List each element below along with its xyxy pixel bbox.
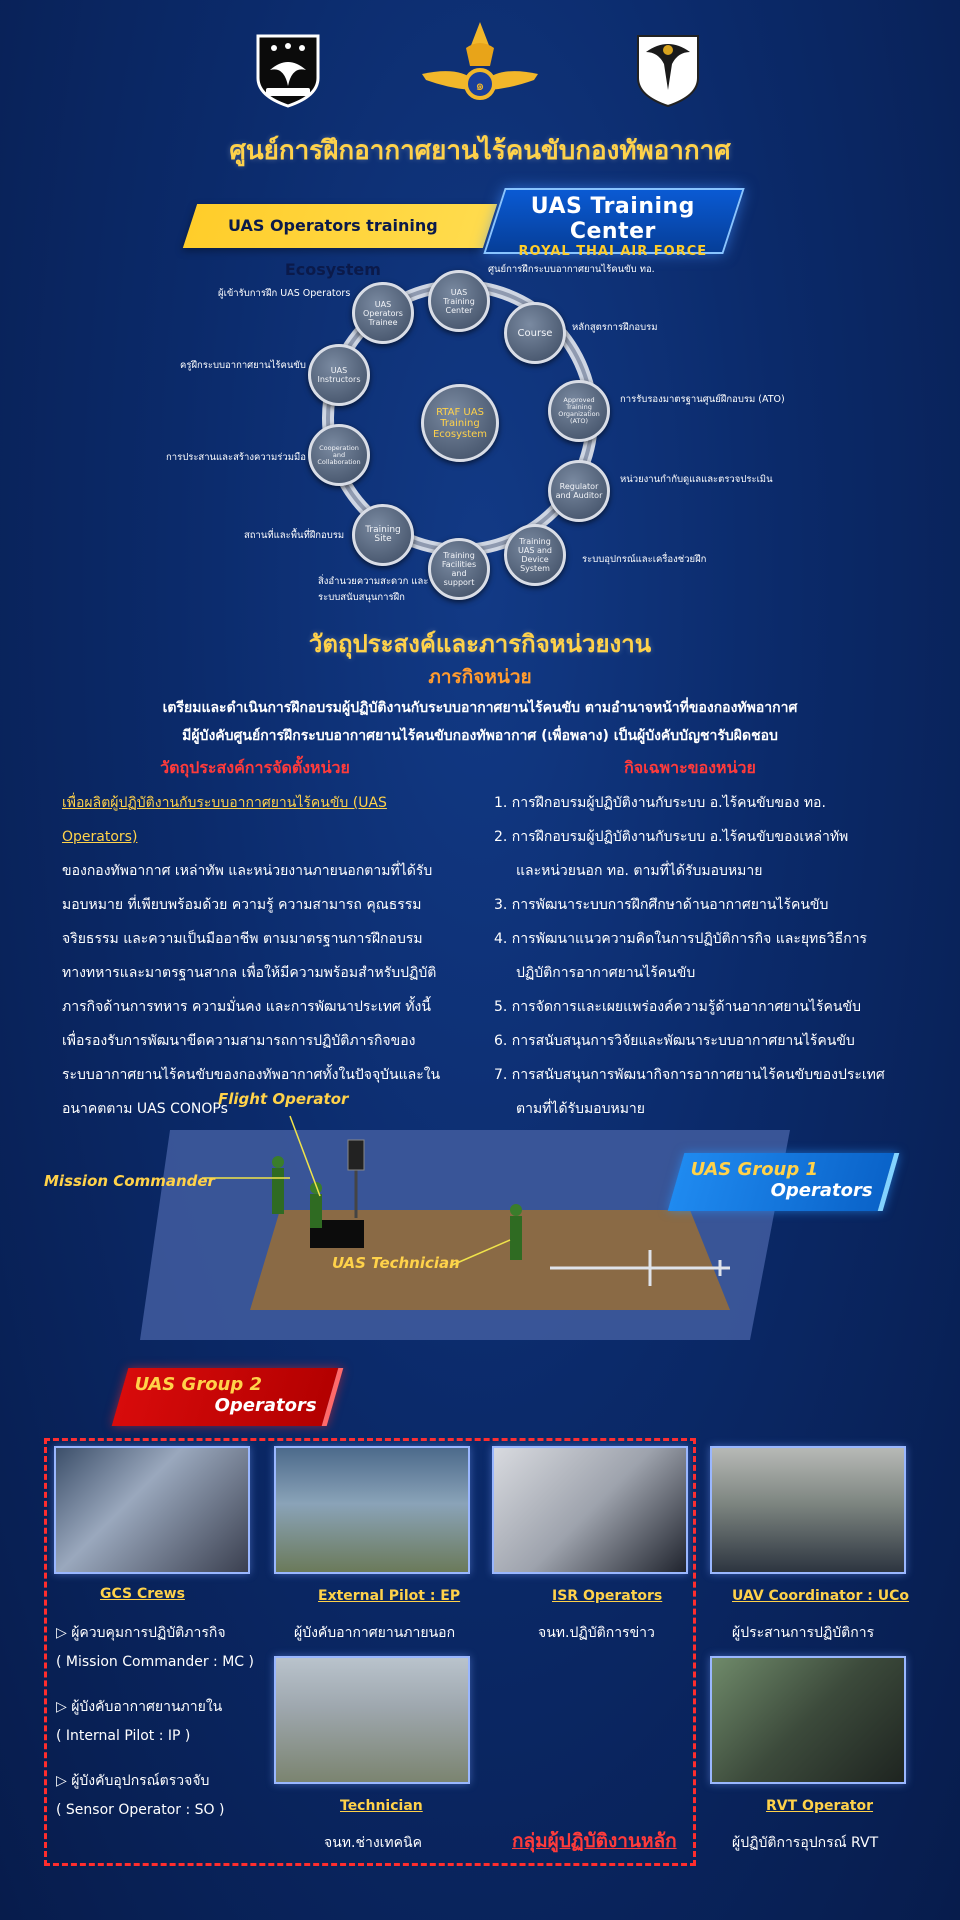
tech-subtitle: จนท.ช่างเทคนิค (324, 1835, 422, 1851)
gcs-item: ( Sensor Operator : SO ) (56, 1802, 225, 1818)
air-force-subtitle: ROYAL THAI AIR FORCE (518, 244, 708, 259)
rvt-subtitle: ผู้ปฏิบัติการอุปกรณ์ RVT (732, 1835, 879, 1851)
rvt-photo (710, 1656, 906, 1784)
ecosystem-center-node: RTAF UAS Training Ecosystem (421, 384, 499, 462)
task-line: 2. การฝึกอบรมผู้ปฏิบัติงานกับระบบ อ.ไร้คนขับของเหล่าทัพ (494, 829, 849, 845)
gcs-item: ( Internal Pilot : IP ) (56, 1728, 191, 1744)
node-training-uas: Training UAS and Device System (504, 524, 566, 586)
isr-subtitle: จนท.ปฏิบัติการข่าว (538, 1625, 655, 1641)
label-cooperation: การประสานและสร้างความร่วมมือ (166, 452, 306, 463)
objective-line: ระบบอากาศยานไร้คนขับของกองทัพอากาศทั้งในปัจจุบันและใน (62, 1067, 441, 1083)
task-line: 6. การสนับสนุนการวิจัยและพัฒนาระบบอากาศยานไร้คนขับ (494, 1033, 855, 1049)
objective-line: เพื่อผลิตผู้ปฏิบัติงานกับระบบอากาศยานไร้คนขับ (UAS Operators) (62, 795, 387, 845)
ep-title: External Pilot : EP (318, 1588, 461, 1604)
task-line: 1. การฝึกอบรมผู้ปฏิบัติงานกับระบบ อ.ไร้คนขับของ ทอ. (494, 795, 826, 811)
tasks-body (494, 786, 914, 1126)
label-training-uas: ระบบอุปกรณ์และเครื่องช่วยฝึก (582, 554, 707, 565)
gcs-item: ▷ ผู้บังคับอุปกรณ์ตรวจจับ (56, 1773, 210, 1789)
label-training-center: ศูนย์การฝึกระบบอากาศยานไร้คนขับ ทอ. (488, 264, 655, 275)
node-instructors: UAS Instructors (308, 344, 370, 406)
left-emblem (252, 30, 324, 108)
tech-photo (274, 1656, 470, 1784)
label-course: หลักสูตรการฝึกอบรม (572, 322, 658, 333)
group2-subtitle: Operators (214, 1395, 317, 1416)
node-training-center: UAS Training Center (428, 270, 490, 332)
task-line: และหน่วยนอก ทอ. ตามที่ได้รับมอบหมาย (516, 863, 763, 879)
mission-line-1: เตรียมและดำเนินการฝึกอบรมผู้ปฏิบัติงานกับระบบอากาศยานไร้คนขับ ตามอำนาจหน้าที่ของกองทัพอากาศ (162, 700, 798, 716)
group1-banner (668, 1153, 900, 1211)
objective-line: ทางทหารและมาตรฐานสากล เพื่อให้มีความพร้อมสำหรับปฏิบัติ (62, 965, 437, 981)
gcs-item: ▷ ผู้ควบคุมการปฏิบัติภารกิจ (56, 1625, 226, 1641)
uco-title: UAV Coordinator : UCo (732, 1588, 910, 1604)
task-line: 3. การพัฒนาระบบการฝึกศึกษาด้านอากาศยานไร้คนขับ (494, 897, 829, 913)
node-regulator: Regulator and Auditor (548, 460, 610, 522)
flight-operator-label: Flight Operator (218, 1090, 349, 1108)
center-emblem (418, 18, 542, 112)
ep-subtitle: ผู้บังคับอากาศยานภายนอก (294, 1625, 456, 1641)
node-course: Course (504, 302, 566, 364)
main-group-label: กลุ่มผู้ปฏิบัติงานหลัก (512, 1830, 677, 1852)
group2-banner (112, 1368, 344, 1426)
uco-photo (710, 1446, 906, 1574)
task-line: ปฏิบัติการอากาศยานไร้คนขับ (516, 965, 696, 981)
svg-text:๑: ๑ (475, 78, 485, 94)
gcs-item: ( Mission Commander : MC ) (56, 1654, 254, 1670)
label-regulator: หน่วยงานกำกับดูแลและตรวจประเมิน (620, 474, 773, 485)
gcs-item: ▷ ผู้บังคับอากาศยานภายใน (56, 1699, 223, 1715)
node-facilities: Training Facilities and support (428, 538, 490, 600)
label-trainee: ผู้เข้ารับการฝึก UAS Operators (218, 288, 351, 299)
ecosystem-banner-label: UAS Operators training Ecosystem (227, 216, 438, 279)
eagle-shield-icon (252, 30, 324, 108)
task-line: 4. การพัฒนาแนวความคิดในการปฏิบัติการกิจ และยุทธวิธีการ (494, 931, 868, 947)
label-training-site: สถานที่และพื้นที่ฝึกอบรม (244, 530, 345, 541)
group1-title: UAS Group 1 (690, 1159, 819, 1180)
group1-scene (130, 1100, 810, 1360)
label-instructors: ครูฝึกระบบอากาศยานไร้คนขับ (180, 360, 306, 371)
uas-technician-label: UAS Technician (332, 1254, 460, 1272)
objective-line: อนาคตตาม UAS CONOPs (62, 1101, 228, 1117)
right-emblem (632, 30, 704, 108)
rvt-title: RVT Operator (766, 1798, 874, 1814)
node-training-site: Training Site (352, 504, 414, 566)
node-ato: Approved Training Organization (ATO) (548, 380, 610, 442)
task-line: ตามที่ได้รับมอบหมาย (516, 1101, 645, 1117)
objective-line: ของกองทัพอากาศ เหล่าทัพ และหน่วยงานภายนอกตามที่ได้รับ (62, 863, 433, 879)
mission-line-2: มีผู้บังคับศูนย์การฝึกระบบอากาศยานไร้คนขับกองทัพอากาศ (เพื่อพลาง) เป็นผู้บังคับบัญชารับผิดชอบ (182, 728, 778, 744)
royal-wings-icon (418, 18, 542, 112)
isr-photo (492, 1446, 688, 1574)
gcs-title: GCS Crews (100, 1586, 185, 1602)
training-center-title: UAS Training Center (530, 194, 695, 244)
node-trainee: UAS Operators Trainee (352, 282, 414, 344)
label-facilities-2: ระบบสนับสนุนการฝึก (318, 592, 405, 603)
isr-title: ISR Operators (552, 1588, 663, 1604)
objectives-title: วัตถุประสงค์การจัดตั้งหน่วย (160, 758, 350, 777)
node-cooperation: Cooperation and Collaboration (308, 424, 370, 486)
tech-title: Technician (340, 1798, 423, 1814)
gcs-photo (54, 1446, 250, 1574)
task-line: 5. การจัดการและเผยแพร่องค์ความรู้ด้านอากาศยานไร้คนขับ (494, 999, 861, 1015)
mission-commander-label: Mission Commander (44, 1172, 215, 1190)
ecosystem-banner (183, 204, 497, 279)
objectives-body (62, 786, 462, 1126)
label-facilities-1: สิ่งอำนวยความสะดวก และ (318, 576, 429, 587)
uco-subtitle: ผู้ประสานการปฏิบัติการ (732, 1625, 875, 1641)
group1-subtitle: Operators (770, 1180, 873, 1201)
objective-line: เพื่อรองรับการพัฒนาขีดความสามารถการปฏิบัติภารกิจของ (62, 1033, 416, 1049)
objective-line: ภารกิจด้านการทหาร ความมั่นคง และการพัฒนาประเทศ ทั้งนี้ (62, 999, 431, 1015)
group2-title: UAS Group 2 (134, 1374, 263, 1395)
mission-subtitle: ภารกิจหน่วย (428, 666, 532, 688)
mission-title: วัตถุประสงค์และภารกิจหน่วยงาน (308, 630, 652, 658)
task-line: 7. การสนับสนุนการพัฒนากิจการอากาศยานไร้คนขับของประเทศ (494, 1067, 885, 1083)
eagle-crest-icon (632, 30, 704, 108)
page-title: ศูนย์การฝึกอากาศยานไร้คนขับกองทัพอากาศ (229, 136, 731, 166)
training-center-banner (483, 188, 744, 259)
tasks-title: กิจเฉพาะของหน่วย (624, 758, 756, 777)
objective-line: มอบหมาย ที่เพียบพร้อมด้วย ความรู้ ความสามารถ คุณธรรม (62, 897, 422, 913)
ep-photo (274, 1446, 470, 1574)
objective-line: จริยธรรม และความเป็นมืออาชีพ ตามมาตรฐานการฝึกอบรม (62, 931, 423, 947)
label-ato: การรับรองมาตรฐานศูนย์ฝึกอบรม (ATO) (620, 394, 785, 405)
